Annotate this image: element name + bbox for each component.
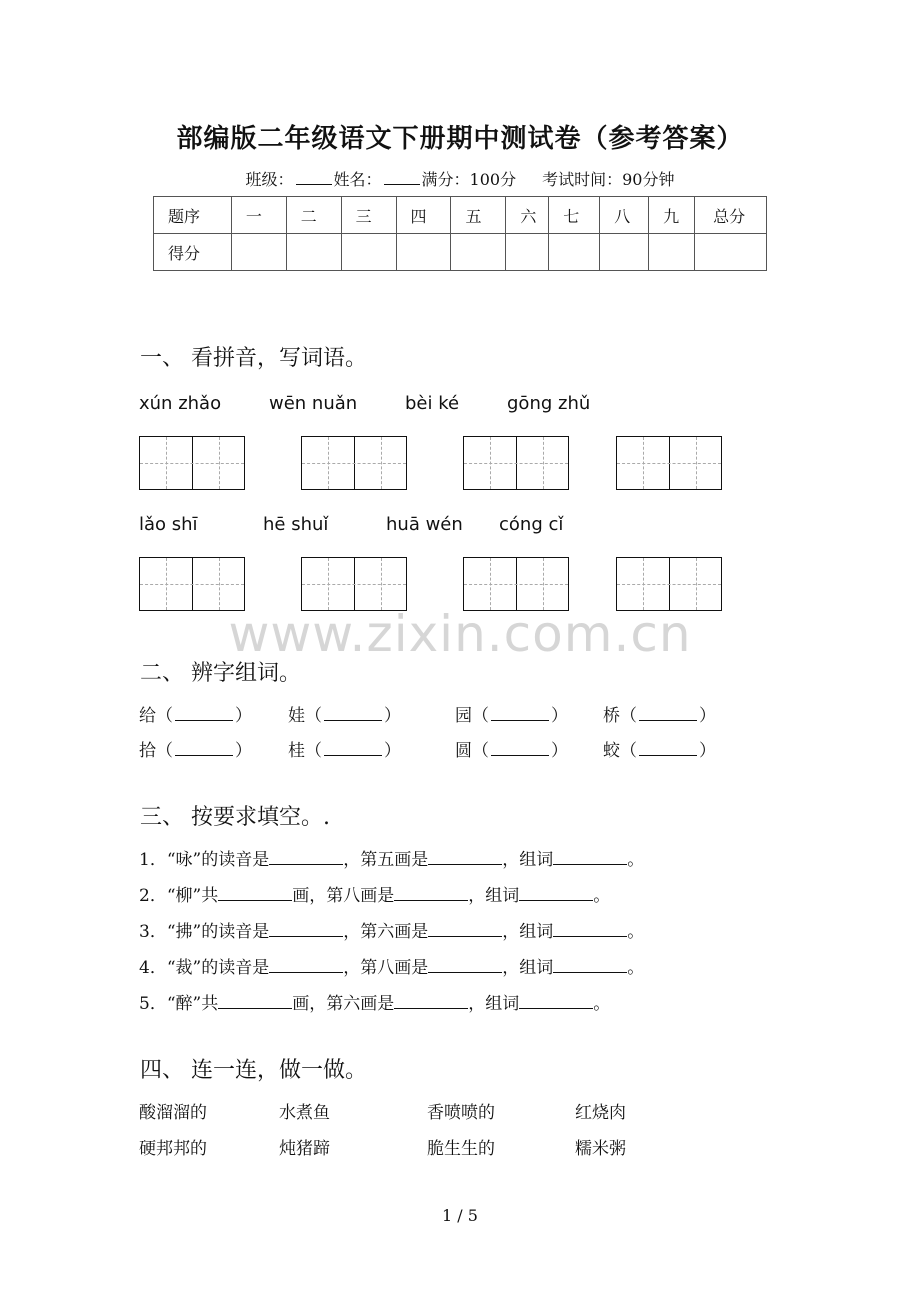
writing-grid[interactable] xyxy=(616,436,722,490)
answer-blank[interactable] xyxy=(175,741,233,756)
fill-item: 3．“拂”的读音是 ，第六画是 ，组词 。 xyxy=(139,922,645,942)
answer-blank[interactable] xyxy=(553,850,627,865)
answer-blank[interactable] xyxy=(553,958,627,973)
header-cell: 二 xyxy=(286,197,341,234)
pinyin-label: bèi ké xyxy=(405,393,460,414)
writing-grid[interactable] xyxy=(301,436,407,490)
answer-blank[interactable] xyxy=(428,958,502,973)
match-item[interactable]: 硬邦邦的 xyxy=(139,1139,207,1159)
writing-grid[interactable] xyxy=(139,557,245,611)
page-title: 部编版二年级语文下册期中测试卷（参考答案） xyxy=(176,124,744,154)
answer-blank[interactable] xyxy=(639,741,697,756)
word-item: 圆（ ） xyxy=(455,741,568,761)
pinyin-label: gōng zhǔ xyxy=(507,393,591,414)
answer-blank[interactable] xyxy=(394,886,468,901)
answer-blank[interactable] xyxy=(269,850,343,865)
exam-time: 考试时间：90分钟 xyxy=(542,170,675,189)
score-cell[interactable] xyxy=(396,234,451,271)
answer-blank[interactable] xyxy=(519,886,593,901)
score-row xyxy=(154,234,767,271)
header-cell: 六 xyxy=(506,197,549,234)
word-item: 桂（ ） xyxy=(288,741,401,761)
word-item: 桥（ ） xyxy=(603,706,716,726)
word-item: 拾（ ） xyxy=(139,741,252,761)
word-item: 娃（ ） xyxy=(288,706,401,726)
header-cell: 题序 xyxy=(154,197,232,234)
pinyin-label: xún zhǎo xyxy=(139,393,222,414)
fill-item: 1．“咏”的读音是 ，第五画是 ，组词 。 xyxy=(139,850,645,870)
word-item: 蛟（ ） xyxy=(603,741,716,761)
section-3-heading: 三、 按要求填空。. xyxy=(140,805,330,830)
answer-blank[interactable] xyxy=(428,850,502,865)
match-item[interactable]: 糯米粥 xyxy=(575,1139,626,1159)
score-cell[interactable] xyxy=(231,234,286,271)
writing-grid[interactable] xyxy=(139,436,245,490)
score-row-label: 得分 xyxy=(154,234,232,271)
writing-grid[interactable] xyxy=(301,557,407,611)
name-label: 姓名： xyxy=(333,170,382,189)
pinyin-label: lǎo shī xyxy=(139,514,198,535)
score-cell[interactable] xyxy=(286,234,341,271)
answer-blank[interactable] xyxy=(491,741,549,756)
name-blank[interactable] xyxy=(384,170,420,185)
pinyin-label: huā wén xyxy=(386,514,463,535)
header-cell: 八 xyxy=(600,197,649,234)
header-cell: 总分 xyxy=(695,197,767,234)
section-4-heading: 四、 连一连，做一做。 xyxy=(140,1058,367,1083)
answer-blank[interactable] xyxy=(519,994,593,1009)
page-number: 1 / 5 xyxy=(442,1206,478,1225)
header-cell: 四 xyxy=(396,197,451,234)
answer-blank[interactable] xyxy=(394,994,468,1009)
answer-blank[interactable] xyxy=(428,922,502,937)
fill-item: 2．“柳”共 画，第八画是 ，组词 。 xyxy=(139,886,611,906)
header-cell: 七 xyxy=(549,197,600,234)
match-item[interactable]: 酸溜溜的 xyxy=(139,1103,207,1123)
header-cell: 三 xyxy=(341,197,396,234)
class-label: 班级： xyxy=(245,170,294,189)
answer-blank[interactable] xyxy=(553,922,627,937)
header-cell: 一 xyxy=(231,197,286,234)
score-cell[interactable] xyxy=(649,234,695,271)
word-item: 给（ ） xyxy=(139,706,252,726)
match-item[interactable]: 香喷喷的 xyxy=(427,1103,495,1123)
score-cell[interactable] xyxy=(600,234,649,271)
section-1-heading: 一、 看拼音，写词语。 xyxy=(140,346,367,371)
match-item[interactable]: 脆生生的 xyxy=(427,1139,495,1159)
fill-item: 5．“醉”共 画，第六画是 ，组词 。 xyxy=(139,994,611,1014)
watermark: www.zixin.com.cn xyxy=(228,605,692,663)
match-item[interactable]: 水煮鱼 xyxy=(279,1103,330,1123)
exam-info xyxy=(0,167,920,190)
score-cell[interactable] xyxy=(695,234,767,271)
writing-grid[interactable] xyxy=(463,436,569,490)
word-item: 园（ ） xyxy=(455,706,568,726)
answer-blank[interactable] xyxy=(175,706,233,721)
answer-blank[interactable] xyxy=(218,994,292,1009)
answer-blank[interactable] xyxy=(324,706,382,721)
header-cell: 五 xyxy=(451,197,506,234)
full-score: 满分：100分 xyxy=(421,170,517,189)
header-cell: 九 xyxy=(649,197,695,234)
score-header-row xyxy=(154,197,767,234)
match-item[interactable]: 炖猪蹄 xyxy=(279,1139,330,1159)
score-cell[interactable] xyxy=(451,234,506,271)
score-cell[interactable] xyxy=(549,234,600,271)
answer-blank[interactable] xyxy=(324,741,382,756)
class-blank[interactable] xyxy=(296,170,332,185)
score-cell[interactable] xyxy=(341,234,396,271)
answer-blank[interactable] xyxy=(491,706,549,721)
section-2-heading: 二、 辨字组词。 xyxy=(140,661,301,686)
answer-blank[interactable] xyxy=(218,886,292,901)
pinyin-label: hē shuǐ xyxy=(263,514,329,535)
answer-blank[interactable] xyxy=(639,706,697,721)
answer-blank[interactable] xyxy=(269,922,343,937)
score-cell[interactable] xyxy=(506,234,549,271)
fill-item: 4．“裁”的读音是 ，第八画是 ，组词 。 xyxy=(139,958,645,978)
writing-grid[interactable] xyxy=(616,557,722,611)
pinyin-label: cóng cǐ xyxy=(499,514,564,535)
match-item[interactable]: 红烧肉 xyxy=(575,1103,626,1123)
pinyin-label: wēn nuǎn xyxy=(269,393,358,414)
answer-blank[interactable] xyxy=(269,958,343,973)
score-table xyxy=(153,196,767,271)
writing-grid[interactable] xyxy=(463,557,569,611)
